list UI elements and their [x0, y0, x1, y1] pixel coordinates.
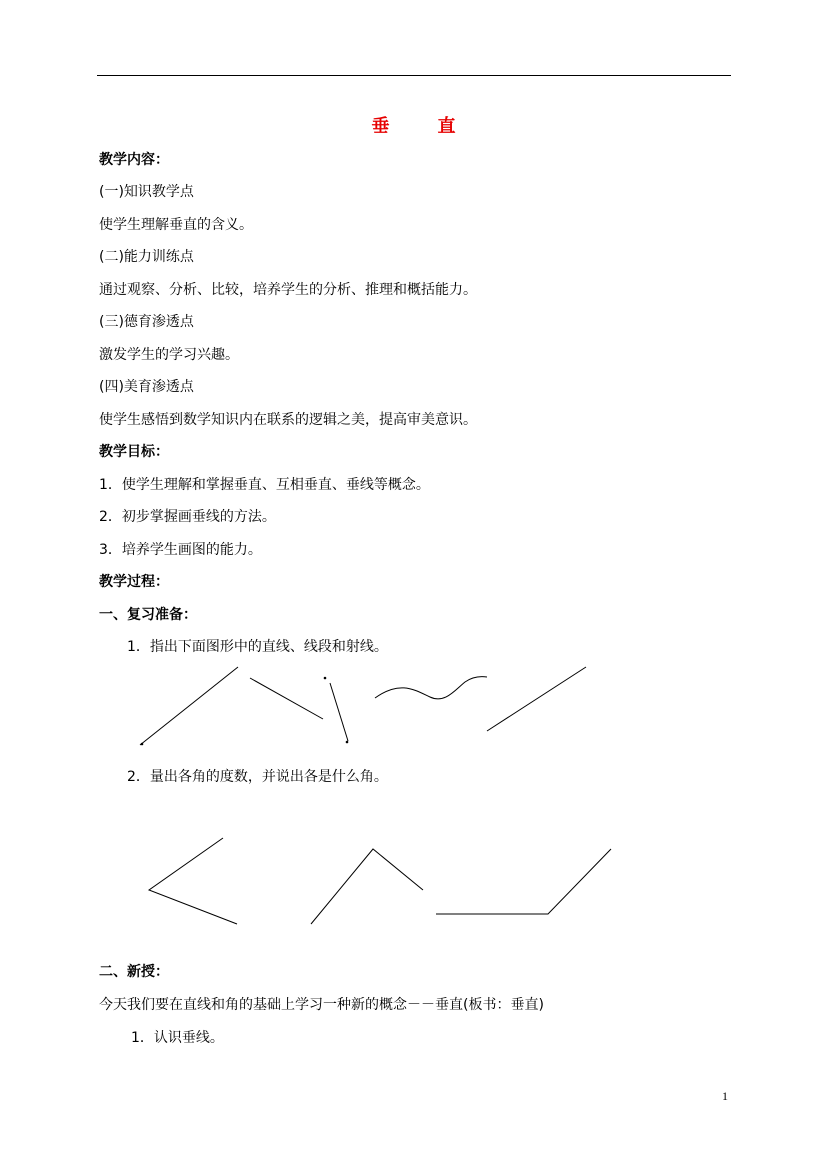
- angle-acute: [149, 838, 237, 924]
- new-lesson-heading: 二、新授：: [99, 964, 169, 980]
- aesthetic-point-text: 使学生感悟到数学知识内在联系的逻辑之美，提高审美意识。: [99, 412, 477, 428]
- knowledge-point-text: 使学生理解垂直的含义。: [99, 217, 253, 233]
- content-heading: 教学内容：: [99, 152, 169, 168]
- goal-item-2: 2．初步掌握画垂线的方法。: [99, 509, 276, 525]
- goal-heading: 教学目标：: [99, 444, 169, 460]
- review-item-2: 2．量出各角的度数，并说出各是什么角。: [127, 769, 388, 785]
- goal-item-1: 1．使学生理解和掌握垂直、互相垂直、垂线等概念。: [99, 477, 430, 493]
- review-item-1: 1．指出下面图形中的直线、线段和射线。: [127, 639, 388, 655]
- goal-item-3: 3．培养学生画图的能力。: [99, 542, 262, 558]
- new-lesson-item-1: 1．认识垂线。: [131, 1030, 224, 1046]
- ability-point-heading: (二)能力训练点: [99, 249, 194, 265]
- page-number: 1: [722, 1089, 728, 1103]
- angle-obtuse: [436, 849, 611, 914]
- title-char-1: 垂: [371, 116, 390, 137]
- knowledge-point-heading: (一)知识教学点: [99, 184, 194, 200]
- aesthetic-point-heading: (四)美育渗透点: [99, 379, 194, 395]
- moral-point-heading: (三)德育渗透点: [99, 314, 194, 330]
- moral-point-text: 激发学生的学习兴趣。: [99, 347, 239, 363]
- review-heading: 一、复习准备：: [99, 607, 197, 623]
- title-char-2: 直: [437, 116, 456, 137]
- process-heading: 教学过程：: [99, 574, 169, 590]
- new-lesson-text: 今天我们要在直线和角的基础上学习一种新的概念－－垂直(板书：垂直): [99, 997, 544, 1013]
- angle-right: [311, 849, 423, 924]
- ability-point-text: 通过观察、分析、比较，培养学生的分析、推理和概括能力。: [99, 282, 477, 298]
